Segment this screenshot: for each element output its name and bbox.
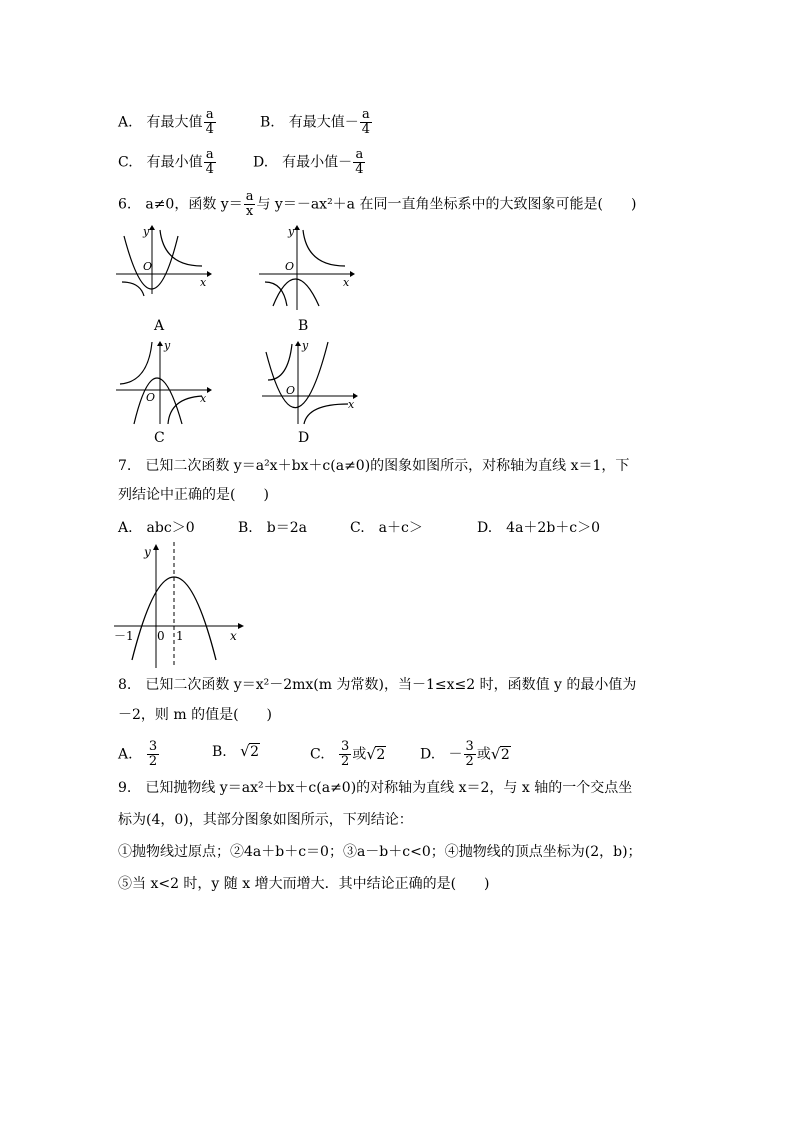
q5-option-a: A. 有最大值 $\frac{a}{4}$ — [118, 107, 214, 137]
q7-graph — [110, 538, 250, 672]
axis-y-label: y — [143, 225, 150, 238]
q6-label-d: D — [298, 430, 310, 446]
q6-label-a: A — [154, 318, 165, 334]
q8-stem-line2: －2，则 m 的值是( ) — [118, 707, 273, 723]
axis-x-label: x — [200, 276, 207, 289]
q9-stem-line3: ①抛物线过原点；②4a＋b＋c＝0；③a－b＋c<0；④抛物线的顶点坐标为(2，b)； — [118, 844, 642, 860]
q8-option-a: A. $\frac{3}{2}$ — [118, 739, 158, 769]
origin-label: O — [286, 384, 296, 397]
fraction: $\frac{a}{x}$ — [245, 189, 254, 219]
tick-1: 1 — [176, 629, 184, 643]
fraction: $\frac{a}{4}$ — [355, 147, 364, 177]
fraction: $\frac{a}{4}$ — [205, 147, 214, 177]
sqrt: √ 2 — [366, 744, 386, 763]
q8-option-d: D. － $\frac{3}{2}$ 或 √ 2 — [420, 739, 510, 769]
q6-label-b: B — [298, 318, 309, 334]
axis-x-label: x — [343, 276, 350, 289]
axis-x-label: x — [348, 398, 355, 411]
q7-stem-line2: 列结论中正确的是( ) — [118, 487, 269, 503]
q7-option-b: B. b＝2a — [238, 520, 307, 536]
sqrt: √ 2 — [240, 742, 260, 760]
q7-option-d: D. 4a＋2b＋c＞0 — [477, 520, 601, 536]
q7-option-c: C. a＋c＞ — [350, 520, 423, 536]
axis-x-label: x — [230, 629, 237, 643]
q6-graph-c — [112, 338, 212, 426]
q8-option-c: C. $\frac{3}{2}$ 或 √ 2 — [310, 739, 386, 769]
axis-y-label: y — [288, 225, 295, 238]
fraction: $\frac{a}{4}$ — [205, 107, 214, 137]
q9-stem-line1: 9. 已知抛物线 y＝ax²＋bx＋c(a≠0)的对称轴为直线 x＝2，与 x 轴的一个交点坐 — [118, 780, 633, 796]
sqrt: √ 2 — [490, 744, 510, 763]
q6-graph-d — [258, 338, 358, 426]
q7-option-a: A. abc＞0 — [118, 520, 195, 536]
fraction: $\frac{3}{2}$ — [465, 739, 474, 769]
q9-stem-line4: ⑤当 x<2 时，y 随 x 增大而增大．其中结论正确的是( ) — [118, 876, 490, 892]
q6-stem: 6. a≠0，函数 y＝ $\frac{a}{x}$ 与 y＝－ax²＋a 在同一直角坐标系中的大致图象可能是( ) — [118, 189, 637, 219]
q6-graph-b — [255, 222, 355, 312]
q9-stem-line2: 标为(4，0)，其部分图象如图所示，下列结论： — [118, 812, 413, 828]
fraction: $\frac{a}{4}$ — [361, 107, 371, 137]
q5-option-c: C. 有最小值 $\frac{a}{4}$ — [118, 147, 214, 177]
q5-option-d: D. 有最小值－ $\frac{a}{4}$ — [253, 147, 364, 177]
q8-stem-line1: 8. 已知二次函数 y＝x²－2mx(m 为常数)，当－1≤x≤2 时，函数值 y 的最小值为 — [118, 677, 637, 693]
origin-label: O — [146, 391, 156, 404]
axis-y-label: y — [302, 339, 309, 352]
fraction: $\frac{3}{2}$ — [341, 739, 350, 769]
q6-label-c: C — [154, 430, 165, 446]
axis-y-label: y — [164, 339, 171, 352]
fraction: $\frac{3}{2}$ — [148, 739, 158, 769]
origin-label: O — [143, 260, 153, 273]
q6-graph-a — [112, 222, 212, 297]
axis-x-label: x — [200, 392, 207, 405]
origin-label: O — [285, 260, 295, 273]
axis-y-label: y — [144, 545, 151, 559]
tick-0: 0 — [157, 629, 165, 643]
tick-neg1: －1 — [114, 629, 134, 643]
q5-option-b: B. 有最大值－ $\frac{a}{4}$ — [260, 107, 371, 137]
q8-option-b: B. √ 2 — [212, 742, 260, 760]
q7-stem-line1: 7. 已知二次函数 y＝a²x＋bx＋c(a≠0)的图象如图所示，对称轴为直线 x＝1，下 — [118, 458, 630, 474]
